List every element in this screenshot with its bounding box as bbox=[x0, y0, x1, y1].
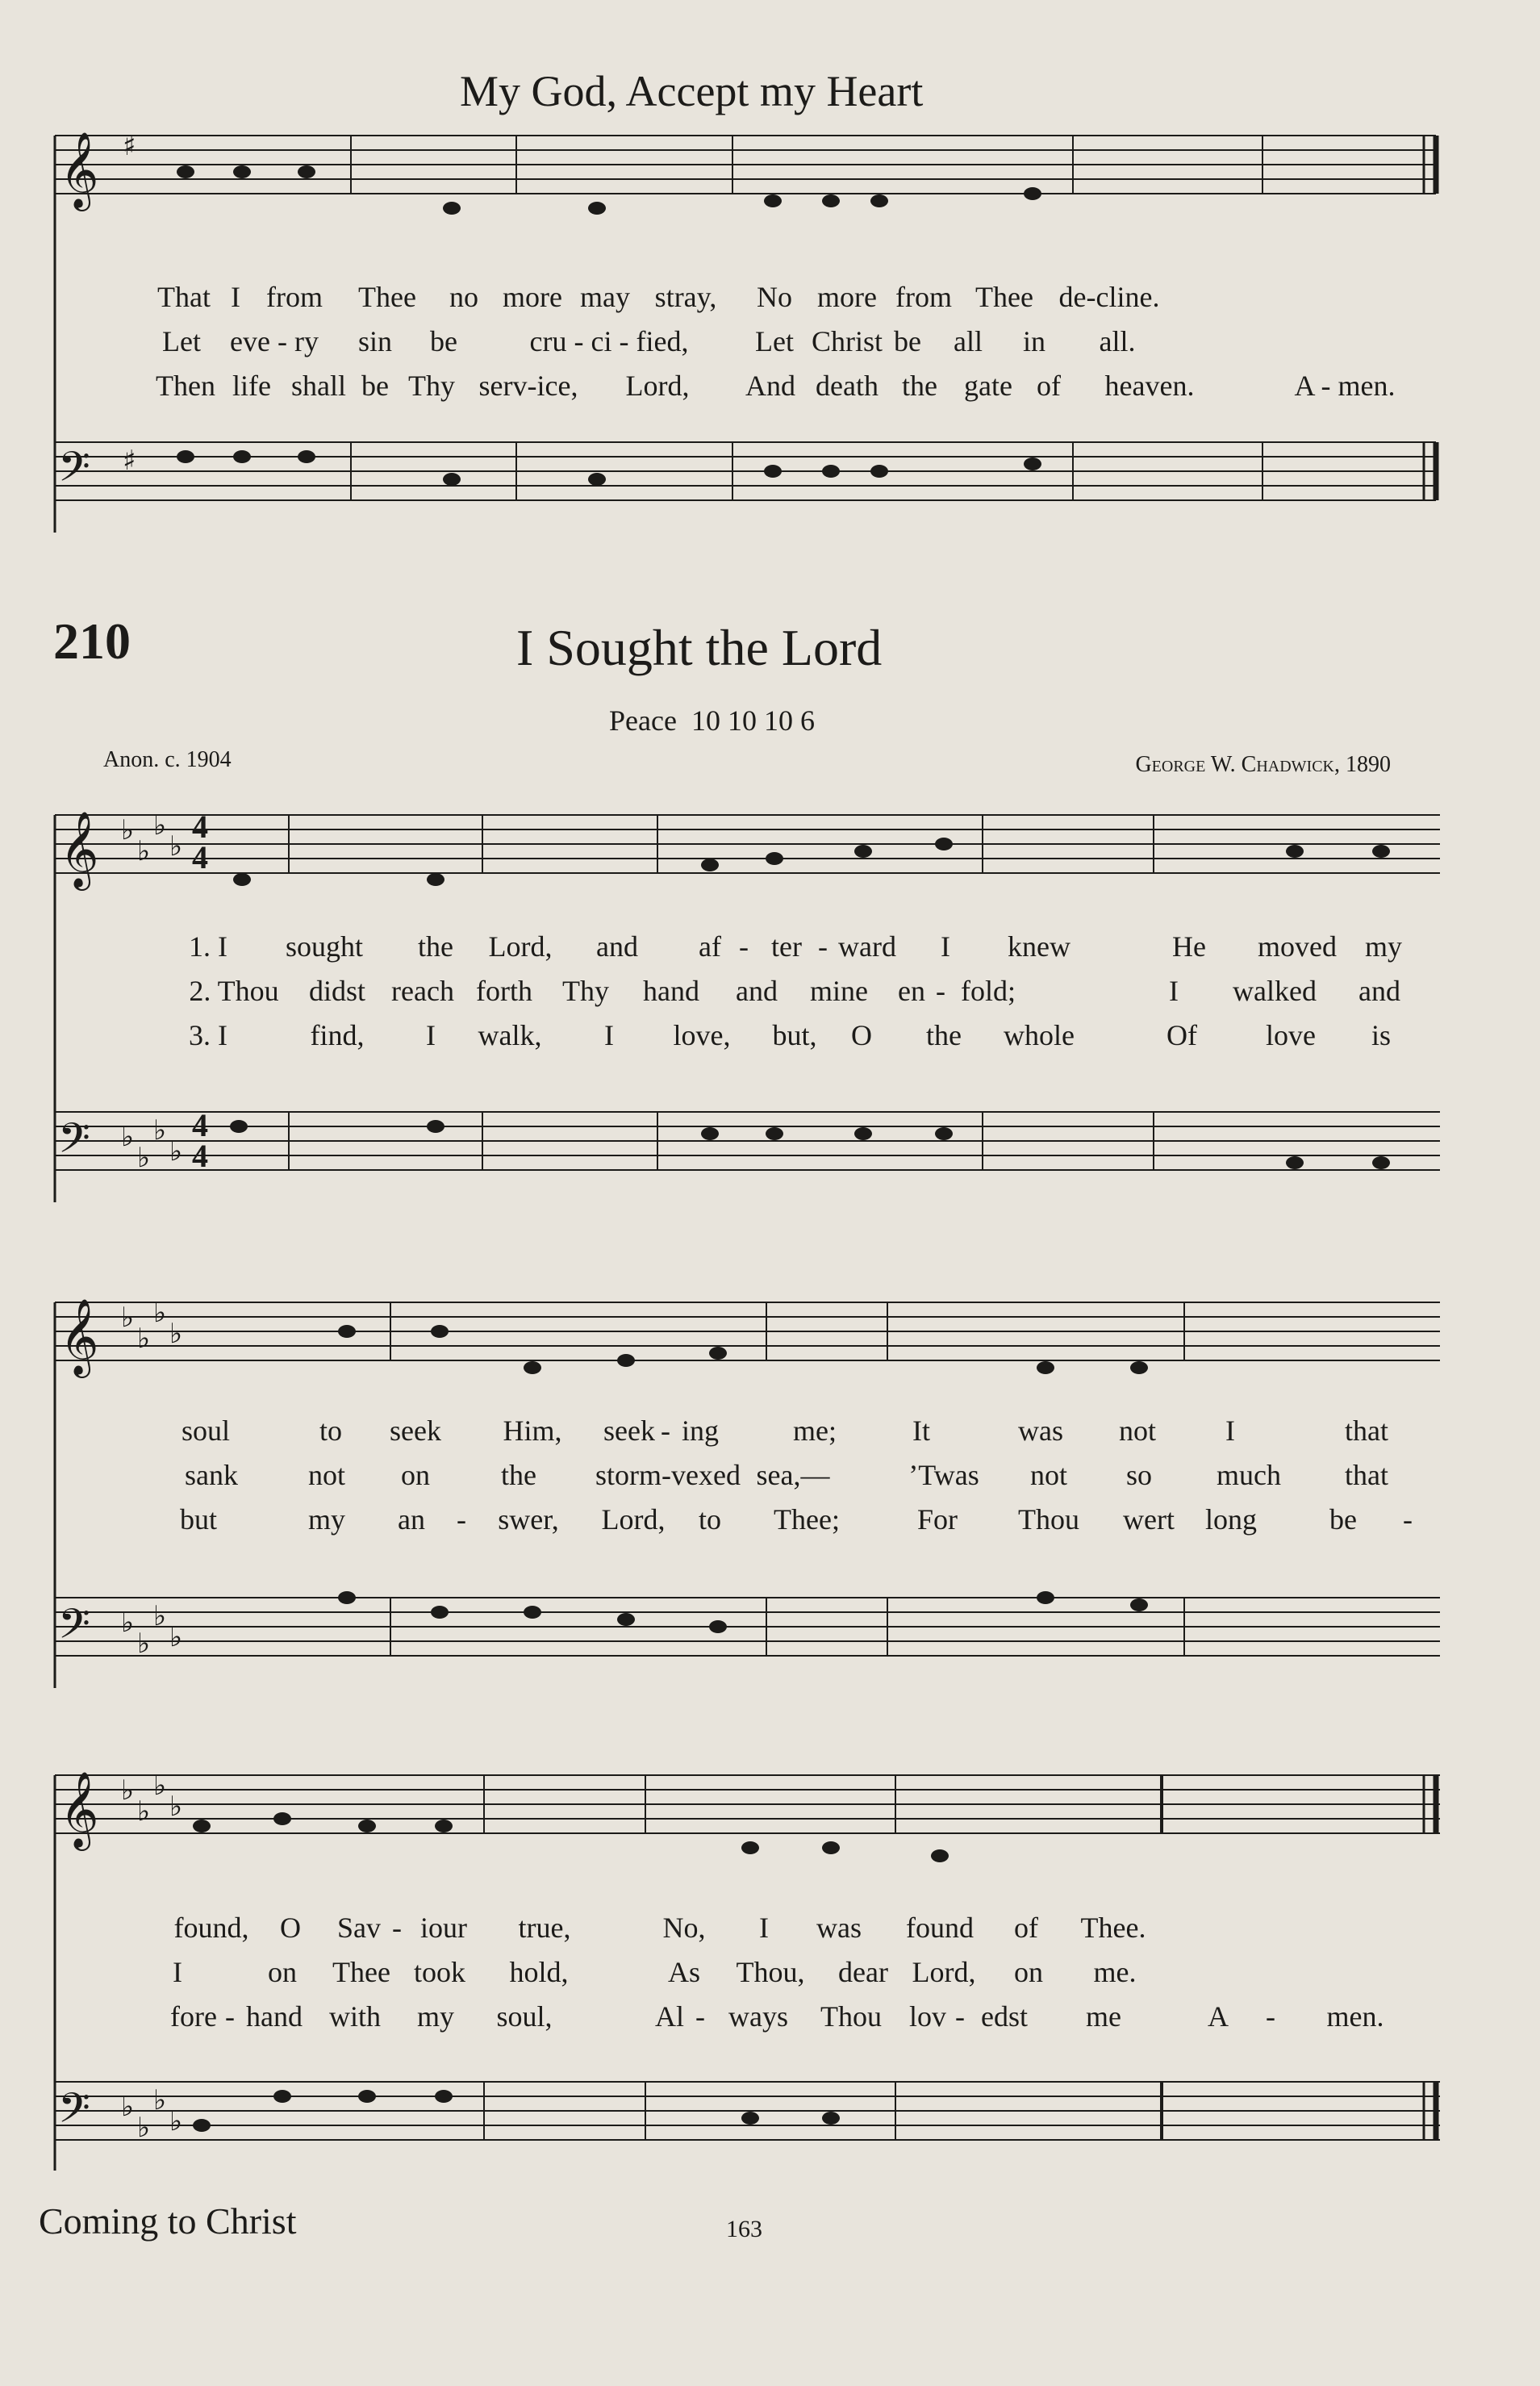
lyric-word: not bbox=[307, 1459, 346, 1491]
lyric-word: on bbox=[1014, 1956, 1043, 1988]
lyric-word: Let bbox=[755, 325, 794, 357]
lyric-word: find, bbox=[310, 1019, 365, 1051]
lyric-word: on bbox=[401, 1459, 430, 1491]
verse-1-line-1 bbox=[0, 928, 1540, 965]
lyric-word: Let bbox=[162, 325, 201, 357]
lyric-word: me. bbox=[1093, 1956, 1137, 1988]
svg-text:♭: ♭ bbox=[121, 1121, 135, 1153]
lyric-word: Thy bbox=[562, 975, 609, 1007]
lyric-word: Lord, bbox=[625, 370, 690, 402]
verse-top-2 bbox=[0, 323, 1540, 360]
verse-3-line-1 bbox=[0, 1017, 1540, 1054]
amen-text: A - men. bbox=[1294, 370, 1396, 402]
svg-text:♭: ♭ bbox=[121, 1607, 135, 1639]
svg-text:♭: ♭ bbox=[153, 1600, 167, 1632]
lyric-word: Al bbox=[655, 2000, 684, 2033]
lyric-word: Thee bbox=[332, 1956, 390, 1988]
lyric-word: all bbox=[954, 325, 983, 357]
lyric-word: Thou bbox=[1018, 1503, 1079, 1536]
lyric-word: my bbox=[1364, 930, 1403, 963]
svg-text:♭: ♭ bbox=[121, 1302, 135, 1334]
notes bbox=[177, 165, 1390, 2132]
composer-credit: George W. Chadwick, 1890 bbox=[1135, 752, 1391, 777]
lyric-word: hold, bbox=[509, 1956, 569, 1988]
lyric-word: O bbox=[851, 1019, 872, 1051]
lyric-word: no bbox=[449, 281, 478, 313]
lyric-word: cru - ci - fied, bbox=[529, 325, 689, 357]
lyric-word: be bbox=[361, 370, 389, 402]
amen-text: - bbox=[1266, 2000, 1275, 2033]
time-signature-treble bbox=[192, 809, 208, 875]
lyric-word: 3. I bbox=[189, 1019, 227, 1051]
svg-text:♭: ♭ bbox=[137, 1628, 151, 1660]
lyric-word: an bbox=[398, 1503, 425, 1536]
verse-2-line-3 bbox=[0, 1954, 1540, 1991]
verse-2-line-2 bbox=[0, 1456, 1540, 1494]
lyric-word: the bbox=[418, 930, 453, 963]
lyric-word: moved bbox=[1258, 930, 1337, 963]
lyric-word: It bbox=[912, 1414, 930, 1447]
lyric-word: and bbox=[596, 930, 638, 963]
lyric-word: sin bbox=[357, 325, 393, 357]
lyric-word: whole bbox=[1004, 1019, 1075, 1051]
lyric-word: of bbox=[1037, 370, 1061, 402]
treble-clef-icon: 𝄞 bbox=[60, 811, 99, 888]
verse-2-line-1 bbox=[0, 972, 1540, 1009]
bass-clef-icon: 𝄢 bbox=[58, 442, 90, 501]
staff-bass-1 bbox=[55, 1107, 1440, 1174]
lyric-word: edst bbox=[981, 2000, 1028, 2033]
lyric-word: seek bbox=[390, 1414, 441, 1447]
lyric-word: forth bbox=[476, 975, 532, 1007]
lyric-word: en bbox=[898, 975, 925, 1007]
lyric-word: but, bbox=[772, 1019, 817, 1051]
verse-top-1 bbox=[0, 278, 1540, 315]
lyric-word: Sav bbox=[337, 1912, 381, 1944]
svg-text:♭: ♭ bbox=[169, 1318, 183, 1350]
lyric-word: swer, bbox=[498, 1503, 559, 1536]
lyric-word: my bbox=[416, 2000, 455, 2033]
amen-text: men. bbox=[1326, 2000, 1384, 2033]
lyric-word: Thou bbox=[820, 2000, 882, 2033]
svg-text:♭: ♭ bbox=[169, 1621, 183, 1653]
lyric-word: - bbox=[955, 2000, 965, 2033]
lyric-word: to bbox=[698, 1503, 722, 1536]
lyric-word: serv-ice, bbox=[478, 370, 578, 402]
lyric-word: of bbox=[1014, 1912, 1038, 1944]
lyric-word: eve - ry bbox=[230, 325, 319, 357]
bass-clef-icon: 𝄢 bbox=[58, 1114, 90, 1172]
time-signature-bottom: 4 bbox=[192, 839, 208, 875]
lyric-word: took bbox=[413, 1956, 466, 1988]
svg-text:♭: ♭ bbox=[137, 1795, 151, 1828]
verse-1-line-2 bbox=[0, 1412, 1540, 1449]
lyric-word: life bbox=[232, 370, 271, 402]
staff-treble-3 bbox=[55, 1775, 1440, 1833]
lyric-word: the bbox=[902, 370, 937, 402]
lyric-word: and bbox=[736, 975, 778, 1007]
lyric-word: more bbox=[817, 281, 877, 313]
sharp-icon: ♯ bbox=[123, 445, 136, 477]
staff-treble-a bbox=[55, 136, 1436, 194]
lyric-word: No bbox=[757, 281, 792, 313]
lyric-word: so bbox=[1125, 1459, 1153, 1491]
time-signature-bottom: 4 bbox=[192, 1138, 208, 1174]
svg-text:♭: ♭ bbox=[153, 809, 167, 842]
lyric-word: I bbox=[604, 1019, 614, 1051]
lyric-word: Lord, bbox=[488, 930, 553, 963]
lyric-word: I bbox=[1169, 975, 1179, 1007]
hymn-title: I Sought the Lord bbox=[516, 619, 883, 676]
lyric-word: me; bbox=[793, 1414, 837, 1447]
amen-text: A bbox=[1208, 2000, 1229, 2033]
lyric-word: af bbox=[699, 930, 721, 963]
lyric-word: mine bbox=[810, 975, 868, 1007]
lyric-word: from bbox=[895, 281, 952, 313]
lyric-word: - bbox=[695, 2000, 705, 2033]
bass-clef-icon: 𝄢 bbox=[58, 1599, 90, 1658]
lyric-word: be bbox=[894, 325, 921, 357]
lyric-word: storm-vexed bbox=[595, 1459, 741, 1491]
lyric-word: Thee bbox=[975, 281, 1033, 313]
lyric-word: Thee bbox=[358, 281, 416, 313]
section-name: Coming to Christ bbox=[39, 2200, 297, 2242]
lyric-word: love, bbox=[673, 1019, 731, 1051]
lyric-word: That bbox=[157, 281, 211, 313]
lyric-word: not bbox=[1029, 1459, 1068, 1491]
staff-bass-a bbox=[55, 442, 1436, 500]
lyric-word: but bbox=[179, 1503, 218, 1536]
svg-text:♭: ♭ bbox=[153, 2084, 167, 2116]
lyric-word: - bbox=[818, 930, 828, 963]
lyric-word: Thou, bbox=[736, 1956, 805, 1988]
lyric-word: more bbox=[503, 281, 562, 313]
lyric-word: de-cline. bbox=[1058, 281, 1160, 313]
lyric-word: No, bbox=[662, 1912, 706, 1944]
svg-text:♭: ♭ bbox=[169, 1135, 183, 1168]
time-signature-top: 4 bbox=[192, 809, 208, 845]
lyric-word: - bbox=[1403, 1503, 1413, 1536]
hymn-number: 210 bbox=[53, 612, 131, 670]
lyric-word: that bbox=[1345, 1414, 1388, 1447]
lyric-word: death bbox=[816, 370, 879, 402]
lyric-word: with bbox=[328, 2000, 382, 2033]
lyric-word: fold; bbox=[961, 975, 1016, 1007]
lyric-word: - bbox=[936, 975, 945, 1007]
lyric-word: soul, bbox=[496, 2000, 553, 2033]
verse-1-line-3 bbox=[0, 1909, 1540, 1946]
lyric-word: 1. I bbox=[189, 930, 227, 963]
tune-name: Peace bbox=[609, 704, 677, 737]
svg-text:♭: ♭ bbox=[169, 1791, 183, 1823]
staff-treble-1 bbox=[55, 815, 1440, 873]
staff-bass-3 bbox=[55, 2082, 1440, 2140]
time-signature-bass bbox=[192, 1107, 208, 1174]
lyric-word: sought bbox=[285, 930, 364, 963]
lyric-word: - bbox=[661, 1414, 670, 1447]
lyric-word: knew bbox=[1008, 930, 1070, 963]
lyric-word: wert bbox=[1123, 1503, 1175, 1536]
lyric-word: shall bbox=[291, 370, 346, 402]
lyric-word: in bbox=[1022, 325, 1046, 357]
author-credit: Anon. c. 1904 bbox=[103, 747, 232, 772]
svg-text:♭: ♭ bbox=[169, 2105, 183, 2137]
meter: 10 10 10 6 bbox=[691, 704, 815, 737]
lyric-word: ing bbox=[681, 1414, 720, 1447]
lyric-word: 2. Thou bbox=[189, 975, 279, 1007]
lyric-word: hand bbox=[246, 2000, 303, 2033]
lyric-word: Of bbox=[1166, 1019, 1197, 1051]
page-number: 163 bbox=[726, 2216, 762, 2242]
hymn-title-top: My God, Accept my Heart bbox=[460, 67, 924, 115]
lyric-word: Thee. bbox=[1080, 1912, 1146, 1944]
lyric-word: was bbox=[816, 1912, 862, 1944]
lyric-word: stray, bbox=[654, 281, 717, 313]
sharp-icon: ♯ bbox=[123, 130, 136, 162]
lyric-word: much bbox=[1217, 1459, 1281, 1491]
lyric-word: was bbox=[1018, 1414, 1063, 1447]
lyric-word: sank bbox=[185, 1459, 238, 1491]
lyric-word: sea,— bbox=[756, 1459, 830, 1491]
lyric-word: love bbox=[1266, 1019, 1316, 1051]
lyric-word: found bbox=[906, 1912, 974, 1944]
treble-clef-icon: 𝄞 bbox=[60, 1771, 99, 1848]
lyric-word: may bbox=[580, 281, 630, 313]
verse-3-line-2 bbox=[0, 1501, 1540, 1538]
svg-text:♭: ♭ bbox=[169, 830, 183, 863]
lyric-word: from bbox=[266, 281, 323, 313]
lyric-word: For bbox=[916, 1503, 958, 1536]
lyric-word: ward bbox=[838, 930, 896, 963]
svg-text:♭: ♭ bbox=[153, 1770, 167, 1802]
lyric-word: dear bbox=[838, 1956, 888, 1988]
lyric-word: Lord, bbox=[601, 1503, 666, 1536]
lyric-word: all. bbox=[1099, 325, 1136, 357]
lyric-word: I bbox=[941, 930, 950, 963]
lyric-word: I bbox=[426, 1019, 436, 1051]
lyric-word: I bbox=[231, 281, 240, 313]
lyric-word: that bbox=[1345, 1459, 1388, 1491]
svg-text:♭: ♭ bbox=[121, 1774, 135, 1807]
lyric-word: gate bbox=[964, 370, 1012, 402]
lyric-word: Christ bbox=[811, 325, 883, 357]
lyric-word: Then bbox=[156, 370, 215, 402]
lyric-word: fore bbox=[170, 2000, 217, 2033]
bass-clef-icon: 𝄢 bbox=[58, 2083, 90, 2142]
lyric-word: not bbox=[1118, 1414, 1157, 1447]
svg-text:♭: ♭ bbox=[137, 1142, 151, 1174]
lyric-word: iour bbox=[420, 1912, 467, 1944]
lyric-word: As bbox=[667, 1956, 701, 1988]
lyric-word: long bbox=[1204, 1503, 1258, 1536]
tune-info bbox=[609, 704, 815, 738]
lyric-word: be bbox=[430, 325, 457, 357]
lyric-word: be bbox=[1329, 1503, 1357, 1536]
lyric-word: on bbox=[268, 1956, 297, 1988]
staff-bass-2 bbox=[55, 1598, 1440, 1656]
lyric-word: true, bbox=[518, 1912, 571, 1944]
treble-clef-icon: 𝄞 bbox=[60, 132, 99, 208]
lyric-word: walked bbox=[1233, 975, 1317, 1007]
verse-top-3 bbox=[0, 367, 1540, 404]
lyric-word: didst bbox=[308, 975, 366, 1007]
staff-treble-2 bbox=[55, 1302, 1440, 1360]
svg-text:♭: ♭ bbox=[121, 2091, 135, 2123]
svg-text:♭: ♭ bbox=[137, 1323, 151, 1355]
lyric-word: I bbox=[759, 1912, 769, 1944]
lyric-word: - bbox=[457, 1503, 466, 1536]
lyric-word: Lord, bbox=[912, 1956, 976, 1988]
lyric-word: me bbox=[1086, 2000, 1121, 2033]
lyric-word: ’Twas bbox=[908, 1459, 979, 1491]
svg-text:♭: ♭ bbox=[153, 1297, 167, 1329]
lyric-word: and bbox=[1358, 975, 1400, 1007]
lyric-word: Thee; bbox=[774, 1503, 840, 1536]
treble-clef-icon: 𝄞 bbox=[60, 1298, 99, 1375]
lyric-word: Thy bbox=[408, 370, 455, 402]
svg-text:♭: ♭ bbox=[137, 2112, 151, 2144]
verse-3-line-3 bbox=[0, 1998, 1540, 2035]
lyric-word: the bbox=[501, 1459, 536, 1491]
lyric-word: ways bbox=[728, 2000, 788, 2033]
lyric-word: heaven. bbox=[1104, 370, 1195, 402]
lyric-word: Him, bbox=[503, 1414, 562, 1447]
svg-text:♭: ♭ bbox=[153, 1114, 167, 1147]
lyric-word: I bbox=[173, 1956, 182, 1988]
lyric-word: - bbox=[225, 2000, 235, 2033]
lyric-word: the bbox=[926, 1019, 962, 1051]
lyric-word: I bbox=[1225, 1414, 1235, 1447]
lyric-word: O bbox=[280, 1912, 301, 1944]
lyric-word: to bbox=[319, 1414, 343, 1447]
lyric-word: And bbox=[745, 370, 795, 402]
lyric-word: walk, bbox=[478, 1019, 542, 1051]
svg-text:♭: ♭ bbox=[137, 835, 151, 867]
lyric-word: - bbox=[392, 1912, 402, 1944]
lyric-word: found, bbox=[173, 1912, 249, 1944]
lyric-word: hand bbox=[643, 975, 699, 1007]
lyric-word: is bbox=[1371, 1019, 1392, 1051]
svg-text:♭: ♭ bbox=[121, 814, 135, 846]
lyric-word: - bbox=[739, 930, 749, 963]
time-signature-top: 4 bbox=[192, 1107, 208, 1143]
lyric-word: He bbox=[1172, 930, 1206, 963]
lyric-word: ter bbox=[771, 930, 802, 963]
lyric-word: my bbox=[307, 1503, 346, 1536]
lyric-word: lov bbox=[908, 2000, 947, 2033]
lyric-word: soul bbox=[181, 1414, 231, 1447]
lyric-word: reach bbox=[391, 975, 454, 1007]
lyric-word: seek bbox=[603, 1414, 655, 1447]
